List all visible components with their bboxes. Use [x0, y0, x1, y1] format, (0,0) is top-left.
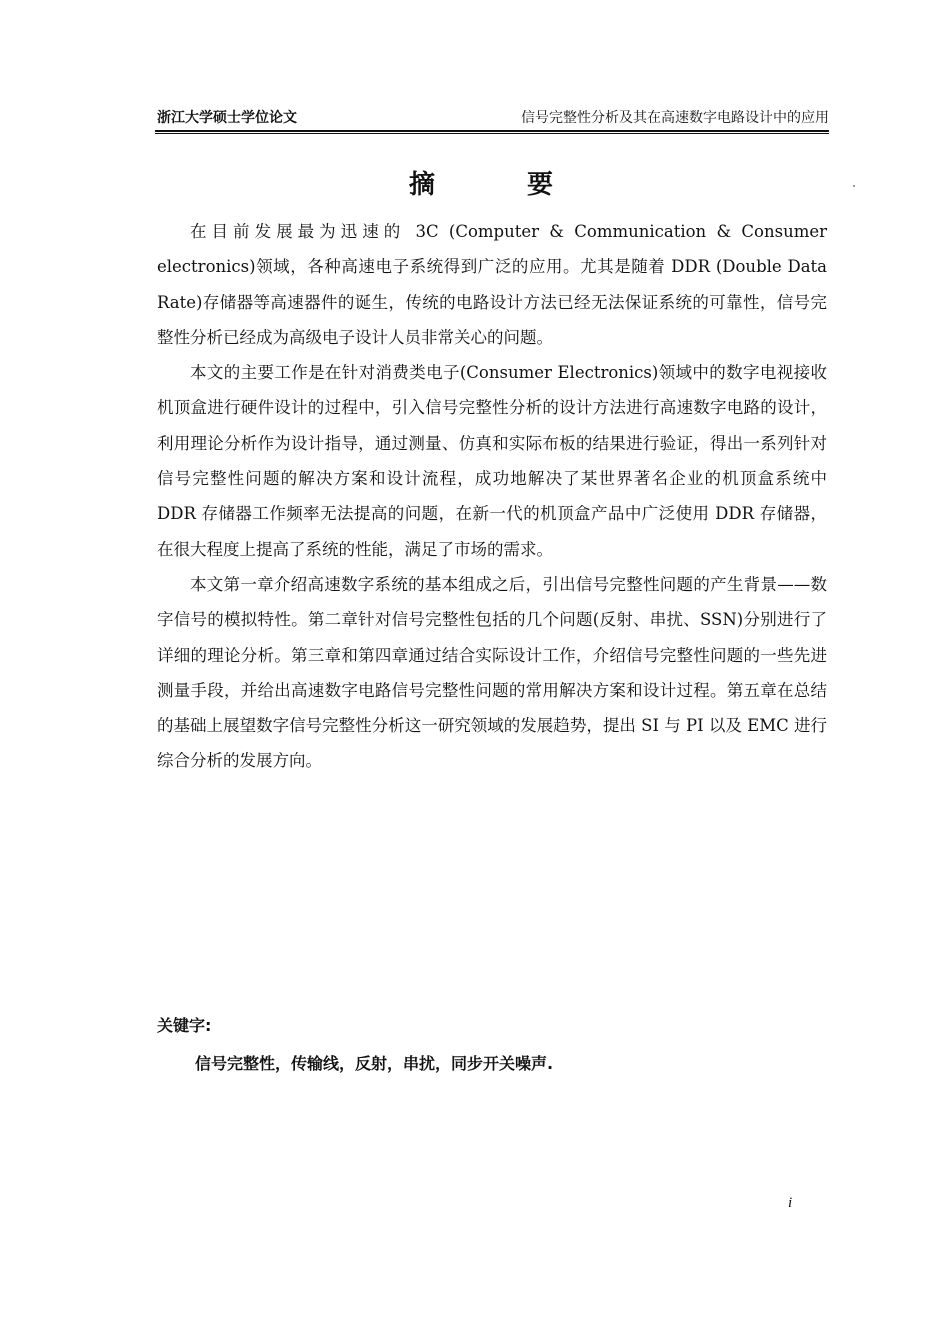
keywords-list: 信号完整性，传输线，反射，串扰，同步开关噪声. [195, 1054, 554, 1073]
keywords-label: 关键字: [157, 1016, 212, 1035]
header-rule [155, 130, 829, 132]
scan-speck [853, 185, 855, 187]
abstract-paragraph-2: 本文的主要工作是在针对消费类电子(Consumer Electronics)领域中的数字电视接收机顶盒进行硬件设计的过程中，引入信号完整性分析的设计方法进行高速数字电路的设计，利用理论分析作为设计指导，通过测量、仿真和实际布板的结果进行验证，得出一系列针对信号完整性问题的解决方案和设计流程，成功地解决了某世界著名企业的机顶盒系统中 DDR 存储器工作频率无法提高的问题，在新一代的机顶盒产品中广泛使用 DDR 存储器，在很大程度上提高了系统的性能，满足了市场的需求。 [157, 363, 827, 559]
title-char-2: 要 [527, 170, 556, 200]
abstract-title [392, 165, 572, 205]
header-rule-thin [155, 133, 829, 134]
abstract-body [157, 214, 827, 779]
header-thesis-title: 信号完整性分析及其在高速数字电路设计中的应用 [521, 110, 829, 126]
page-number: i [788, 1195, 793, 1211]
title-char-1: 摘 [408, 170, 437, 200]
running-header [157, 106, 829, 130]
header-thesis-type: 浙江大学硕士学位论文 [157, 110, 297, 126]
abstract-paragraph-3: 本文第一章介绍高速数字系统的基本组成之后，引出信号完整性问题的产生背景——数字信号的模拟特性。第二章针对信号完整性包括的几个问题(反射、串扰、SSN)分别进行了详细的理论分析。第三章和第四章通过结合实际设计工作，介绍信号完整性问题的一些先进测量手段，并给出高速数字电路信号完整性问题的常用解决方案和设计过程。第五章在总结的基础上展望数字信号完整性分析这一研究领域的发展趋势，提出 SI 与 PI 以及 EMC 进行综合分析的发展方向。 [157, 574, 827, 771]
abstract-paragraph-1: 在目前发展最为迅速的 3C (Computer & Communication & Consumer electronics)领域，各种高速电子系统得到广泛的应用。尤其是随着 DDR (Double Data Rate)存储器等高速器件的诞生，传统的电路设计方法已经无法保证系统的可靠性，信号完整性分析已经成为高级电子设计人员非常关心的问题。 [157, 222, 827, 347]
